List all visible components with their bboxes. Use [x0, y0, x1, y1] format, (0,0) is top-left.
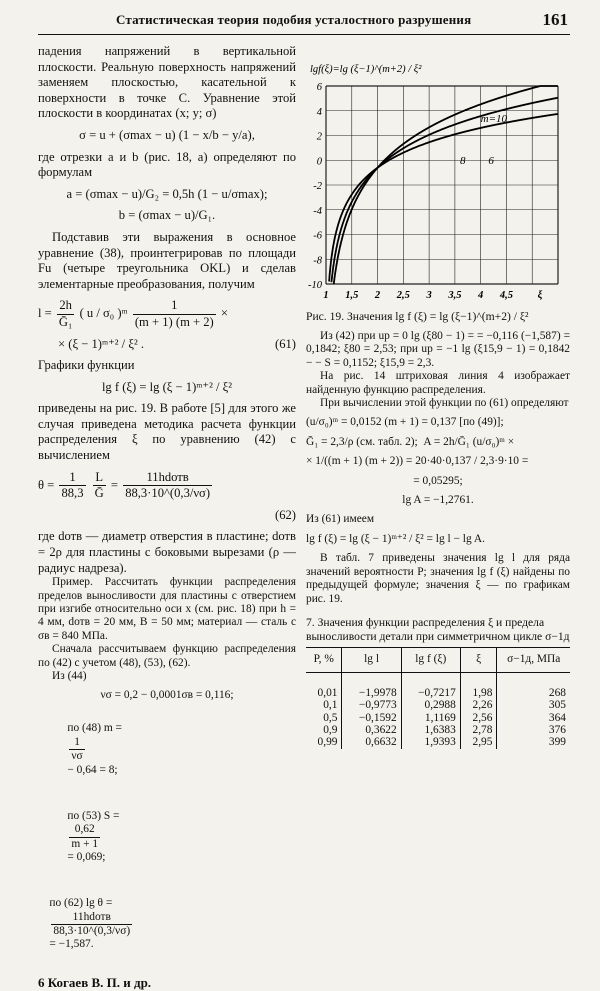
paragraph: Сначала рассчитываем функцию распределения по (42) с учетом (48), (53), (62). — [38, 643, 296, 669]
y-tick-label: -2 — [313, 181, 322, 192]
curve-6 — [329, 114, 558, 282]
table-cell: 0,5 — [323, 711, 338, 724]
example-paragraph: Пример. Рассчитать функции распределения пределов выносливости для пластины с отверстием при изгибе относительно оси x (см. рис. 18) при h = 4 мм, dотв = 20 мм, B = 50 мм; материал — сталь с σв = 840 МПа. — [38, 576, 296, 642]
paragraph: Из (42) при up = 0 lg (ξ80 − 1) = = −0,116 (−1,587) = 0,1842; ξ80 = 2,53; при up = −1 lg (ξ15,9 − 1) = 0,1842 − − S = 0,1152; ξ15,9 = 2,3. — [306, 330, 570, 369]
table-cell: 399 — [497, 736, 570, 748]
table-cell: 1,6383 — [401, 724, 460, 736]
paragraph: где отрезки a и b (рис. 18, a) определяют по формулам — [38, 149, 296, 180]
paragraph: В табл. 7 приведены значения lg l для ряда значений вероятности P; значения lg f (ξ) найдены по предыдущей формуле; значения ξ — по графикам рис. 19. — [306, 552, 570, 605]
calc-line: lg A = −1,2761. — [402, 494, 474, 507]
table-cell: 1,9393 — [401, 736, 460, 748]
eq-term: × — [220, 306, 229, 321]
y-tick-label: -8 — [313, 255, 322, 267]
paragraph: падения напряжений в вертикальной плоскости. Реальную поверхность напряжений заменяем плоскостью, касательной к поверхности в точке C. Уравнение этой плоскости в координатах (x; y; σ) — [38, 44, 296, 121]
table-cell: −0,9773 — [342, 699, 401, 711]
eq-term: = — [110, 477, 119, 492]
table-cell: 364 — [497, 712, 570, 724]
fraction: $\frac{1}{(m + 1) (m + 2)}$ — [134, 298, 214, 329]
equation-62 — [38, 470, 296, 502]
equation-61 — [38, 298, 296, 330]
paragraph: Подставив эти выражения в основное уравнение (38), проинтегрировав по площади Fu (четыре треугольника OKL) и сделав элементарные преобразования, получим — [38, 229, 296, 291]
equation-b: b = (σmax − u)/G₁. — [118, 208, 216, 223]
x-tick-label: 4 — [478, 290, 484, 301]
paragraph: приведены на рис. 19. В работе [5] для этого же случая приведена методика расчета функции распределения ξ по уравнению (42) с вычислением — [38, 401, 296, 463]
table-row — [306, 699, 570, 711]
table-cell: 0,01 — [317, 686, 338, 699]
paragraph: При вычислении этой функции по (61) определяют — [320, 397, 569, 410]
y-tick-label: 4 — [316, 106, 322, 118]
paragraph: На рис. 14 штриховая линия 4 изображает найденную функцию распределения. — [306, 370, 570, 396]
table-cell: 0,1 — [323, 699, 338, 712]
table-header-cell: σ−1д, МПа — [497, 648, 570, 673]
table-row — [306, 724, 570, 736]
fraction: $\frac{L}{\text{Ḡ}}$ — [94, 469, 104, 501]
table-cell: 0,99 — [317, 736, 338, 749]
calc-line: Ḡ₁ = 2,3/ρ (см. табл. 2); A = 2h/Ḡ₁ (u/σ₀)ᵐ × — [306, 435, 515, 448]
chart — [306, 56, 570, 306]
table-cell: 2,95 — [460, 736, 497, 748]
eq-lhs: l = — [38, 306, 52, 321]
x-tick-label: 1,5 — [345, 290, 359, 301]
table-header-cell: lg l — [342, 648, 401, 673]
table-cell: −0,1592 — [342, 712, 401, 724]
table-row — [306, 712, 570, 724]
table-cell: 0,6632 — [342, 736, 401, 748]
x-tick-label: 1 — [323, 290, 329, 301]
paragraph: где dотв — диаметр отверстия в пластине; dотв = 2ρ для пластины с боковыми вырезами (ρ — радиус надреза). — [38, 529, 296, 575]
table-cell: 2,26 — [460, 699, 497, 711]
y-tick-label: -10 — [308, 280, 322, 291]
table-row — [306, 672, 570, 699]
x-tick-label: 4,5 — [499, 290, 514, 301]
equation-sigma: σ = u + (σmax − u) (1 − x/b − y/a), — [79, 127, 255, 142]
table-cell: 1,1169 — [401, 712, 460, 724]
footnote: 6 Когаев В. П. и др. — [38, 975, 152, 991]
calc-line: по (48) m = $\frac{1}{\nu\sigma}$ − 0,64 = 8; — [67, 722, 122, 776]
table-caption: 7. Значения функции распределения ξ и предела выносливости детали при симметричном цикле σ−1д — [306, 615, 570, 643]
y-tick-label: -4 — [313, 205, 322, 217]
y-tick-label: 0 — [316, 156, 322, 168]
table-cell: 268 — [497, 672, 570, 699]
curve-label: m=10 — [480, 112, 508, 125]
table-cell: 2,78 — [460, 724, 497, 736]
calc-line: lg f (ξ) = lg (ξ − 1)ᵐ⁺² / ξ² = lg l − lg A. — [306, 532, 485, 545]
calc-line: × 1/((m + 1) (m + 2)) = 20·40·0,137 / 2,3·9·10 = — [306, 455, 529, 468]
y-tick-label: -6 — [313, 230, 322, 242]
paragraph: Графики функции — [38, 358, 135, 373]
curve-8 — [331, 98, 557, 282]
table-cell: −0,7217 — [401, 672, 460, 699]
curve-label: 6 — [488, 154, 494, 167]
figure-19 — [306, 56, 570, 306]
calc-line: по (62) lg θ = $\frac{\text{11hdотв}}{88,3\cdot 10\^{}(0,3/\nu\sigma)}$ = −1,587. — [49, 897, 131, 951]
x-tick-label: 2 — [374, 290, 381, 301]
x-tick-label: 3 — [426, 290, 432, 301]
table-row — [306, 736, 570, 748]
x-tick-label: 3,5 — [448, 290, 462, 301]
y-tick-label: 2 — [316, 131, 322, 143]
equation-number: (62) — [275, 507, 296, 522]
table-header-cell: lg f (ξ) — [401, 648, 460, 673]
table-cell: 0,3622 — [342, 724, 401, 736]
equation-number: (61) — [275, 336, 296, 351]
calc-line: (u/σ₀)ᵐ = 0,0152 (m + 1) = 0,137 [по (49)]; — [306, 416, 504, 429]
x-tick-label: ξ — [537, 290, 543, 301]
table-cell: 1,98 — [460, 672, 497, 699]
table-cell: 376 — [497, 724, 570, 736]
page-header — [38, 10, 570, 35]
running-title: Статистическая теория подобия усталостного разрушения — [116, 12, 472, 27]
y-axis-label: lgf(ξ)=lg (ξ−1)^(m+2) / ξ² — [310, 64, 422, 75]
y-tick-label: 6 — [316, 82, 322, 93]
table-7 — [306, 647, 570, 749]
fraction: $\frac{2h}{\text{Ḡ₁}}$ — [58, 298, 73, 329]
right-column — [306, 56, 570, 749]
calc-line: = 0,05295; — [413, 474, 463, 487]
equation-a: a = (σmax − u)/G₂ = 0,5h (1 − u/σmax); — [66, 186, 268, 201]
figure-caption: Рис. 19. Значения lg f (ξ) = lg (ξ−1)^(m+2) / ξ² — [306, 310, 529, 323]
equation-lgf: lg f (ξ) = lg (ξ − 1)ᵐ⁺² / ξ² — [101, 379, 233, 394]
table-cell: 0,9 — [323, 723, 338, 736]
table-cell: 2,56 — [460, 712, 497, 724]
eq-lhs: θ = — [38, 477, 55, 492]
paragraph: Из (61) имеем — [306, 513, 375, 526]
fraction: $\frac{\text{11hdотв}}{88,3\cdot 10\^{}(0,3/\nu\sigma)}$ — [125, 469, 211, 501]
table-header-cell: P, % — [306, 648, 342, 673]
page-number: 161 — [542, 10, 568, 29]
paragraph: Из (44) — [52, 670, 87, 683]
fraction: $\frac{1}{88,3}$ — [61, 469, 84, 501]
calc-line: по (53) S = $\frac{0,62}{m + 1}$ = 0,069; — [67, 809, 120, 863]
x-tick-label: 2,5 — [396, 290, 410, 301]
curve-label: 8 — [460, 154, 466, 167]
table-cell: 0,2988 — [401, 699, 460, 711]
eq-term: × (ξ − 1)ᵐ⁺² / ξ² . — [58, 336, 145, 351]
table-cell: −1,9978 — [342, 672, 401, 699]
left-column — [38, 44, 296, 991]
eq-term: ( u / σ₀ )ᵐ — [79, 306, 128, 321]
equation-61-line2 — [38, 337, 296, 353]
calc-line: νσ = 0,2 − 0,0001σв = 0,116; — [100, 689, 234, 702]
table-cell: 305 — [497, 699, 570, 711]
table-header-cell: ξ — [460, 648, 497, 673]
